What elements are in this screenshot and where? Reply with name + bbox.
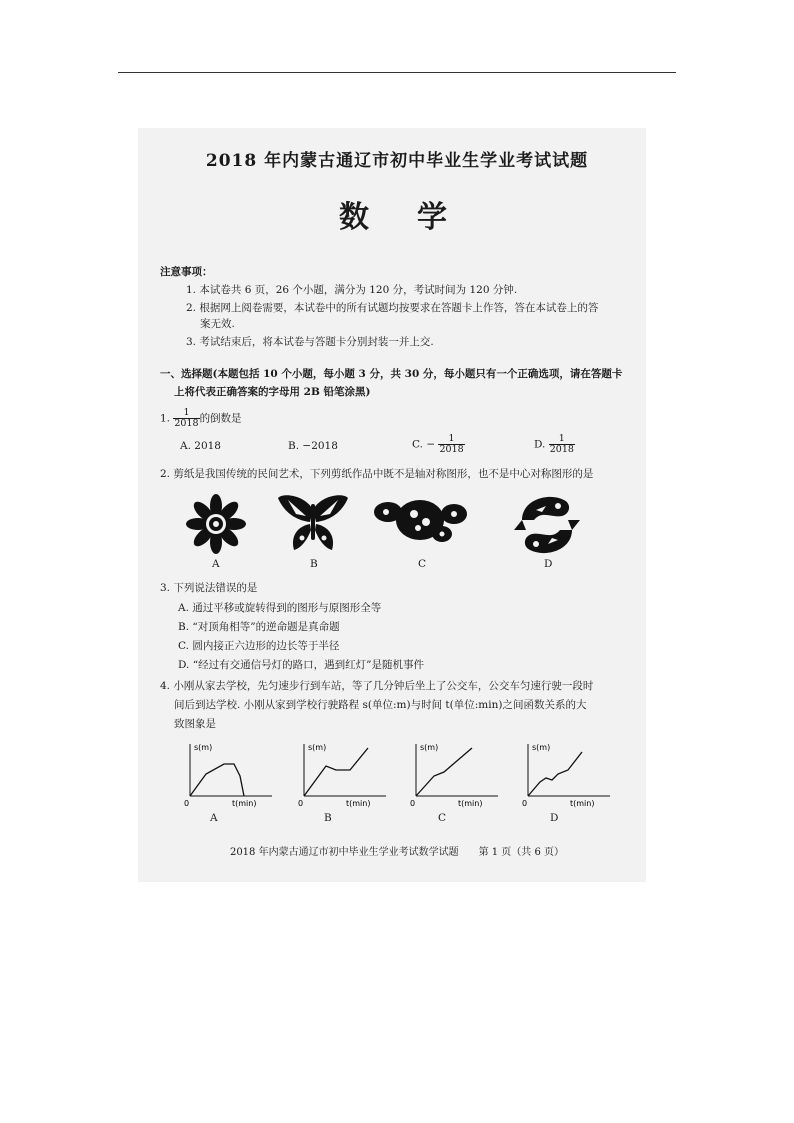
graph-a (178, 740, 276, 810)
x-axis-label: t(min) (458, 799, 483, 808)
y-axis-label: s(m) (532, 743, 551, 752)
papercut-peacock-figure (372, 496, 468, 546)
notes-heading: 注意事项： (160, 266, 213, 278)
figure-label: C (418, 558, 427, 570)
option-prefix: D. (534, 438, 546, 451)
notes-item: 3. 考试结束后，将本试卷与答题卡分别封装一并上交. (186, 336, 434, 348)
q3-option: A. 通过平移或旋转得到的图形与原图形全等 (178, 602, 382, 614)
graph-label: A (210, 812, 218, 824)
exam-subject: 数学 (339, 200, 495, 235)
graph-line (190, 764, 244, 796)
notes-item: 1. 本试卷共 6 页，26 个小题，满分为 120 分，考试时间为 120 分钟. (186, 284, 518, 296)
fraction-numerator: 1 (438, 434, 464, 445)
graph-label: C (438, 812, 447, 824)
header-rule (118, 72, 676, 73)
question-4: 4. 小刚从家去学校，先匀速步行到车站，等了几分钟后坐上了公交车，公交车匀速行驶一段时 (160, 680, 594, 692)
page-footer: 2018 年内蒙古通辽市初中毕业生学业考试数学试题 第 1 页（共 6 页） (229, 847, 565, 858)
fraction-denominator: 2018 (439, 443, 464, 455)
graph-line (304, 748, 368, 796)
figure-label: B (310, 558, 318, 570)
graph-line (528, 752, 582, 796)
origin-label: 0 (522, 799, 528, 808)
fraction (173, 408, 199, 429)
fraction (438, 434, 464, 455)
question-4-cont: 致图象是 (174, 718, 216, 730)
fraction (549, 434, 575, 455)
question-3: 3. 下列说法错误的是 (160, 582, 258, 594)
graph-line (416, 748, 472, 796)
question-2: 2. 剪纸是我国传统的民间艺术，下列剪纸作品中既不是轴对称图形，也不是中心对称图形的是 (160, 468, 594, 480)
q1-option-c (412, 434, 465, 455)
fraction-denominator: 2018 (174, 417, 199, 429)
q1-option-a: A. 2018 (180, 440, 221, 452)
fraction-numerator: 1 (173, 408, 199, 419)
graph-d (516, 740, 614, 810)
q1-option-b: B. −2018 (288, 440, 338, 452)
origin-label: 0 (298, 799, 304, 808)
q1-option-d (534, 434, 575, 455)
option-prefix: C. − (412, 438, 436, 451)
x-axis-label: t(min) (570, 799, 595, 808)
question-stem: 的倒数是 (199, 412, 242, 425)
figure-label: D (544, 558, 553, 570)
fraction-denominator: 2018 (549, 443, 574, 455)
papercut-fish-figure (512, 490, 582, 560)
y-axis-label: s(m) (308, 743, 327, 752)
graph-b (292, 740, 390, 810)
exam-title: 2018 年内蒙古通辽市初中毕业生学业考试试题 (205, 151, 589, 171)
figure-label: A (212, 558, 220, 570)
notes-item: 2. 根据网上阅卷需要，本试卷中的所有试题均按要求在答题卡上作答，答在本试卷上的答 (186, 302, 599, 314)
x-axis-label: t(min) (232, 799, 257, 808)
papercut-butterfly-figure (276, 492, 350, 556)
origin-label: 0 (410, 799, 416, 808)
section-heading: 一、选择题(本题包括 10 个小题，每小题 3 分，共 30 分，每小题只有一个正确选项，请在答题卡 (160, 368, 623, 380)
section-heading-cont: 上将代表正确答案的字母用 2B 铅笔涂黑) (174, 386, 371, 398)
graph-label: B (324, 812, 332, 824)
y-axis-label: s(m) (194, 743, 213, 752)
q3-option: B. “对顶角相等”的逆命题是真命题 (178, 621, 340, 633)
q3-option: D. “经过有交通信号灯的路口，遇到红灯”是随机事件 (178, 659, 424, 671)
notes-item: 案无效. (200, 318, 235, 330)
x-axis-label: t(min) (346, 799, 371, 808)
fraction-numerator: 1 (549, 434, 575, 445)
origin-label: 0 (184, 799, 190, 808)
q3-option: C. 圆内接正六边形的边长等于半径 (178, 640, 340, 652)
question-4-cont: 间后到达学校. 小刚从家到学校行驶路程 s(单位:m)与时间 t(单位:min)之间函数关系的大 (174, 699, 587, 711)
y-axis-label: s(m) (420, 743, 439, 752)
question-1 (160, 408, 242, 429)
question-number: 1. (160, 412, 171, 425)
graph-label: D (550, 812, 559, 824)
papercut-flower-figure (186, 494, 246, 554)
graph-c (404, 740, 502, 810)
